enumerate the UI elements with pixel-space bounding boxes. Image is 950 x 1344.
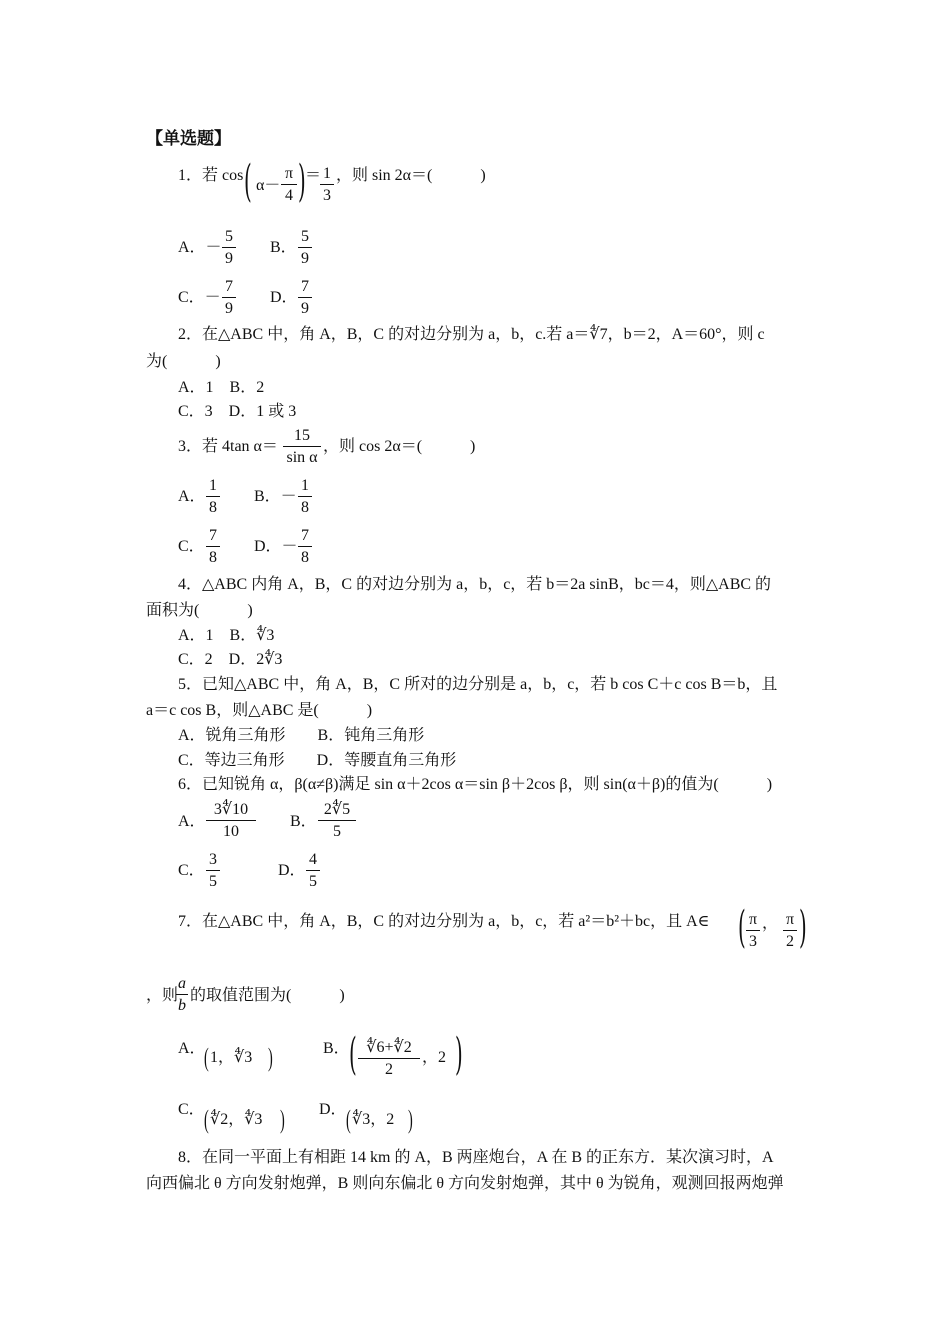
q6-option-a-num: 3∜10 — [213, 801, 249, 818]
q1-option-c-frac — [222, 279, 236, 317]
q1-option-c-label: C．－ — [178, 289, 221, 306]
q7-three: 3 — [749, 933, 757, 950]
q3-tail: ，则 cos 2α＝( ) — [323, 438, 476, 455]
q3-option-d-frac — [298, 528, 312, 566]
q6-option-a-label: A． — [178, 813, 206, 830]
q4-line-2: 面积为( ) — [146, 602, 253, 619]
q3-option-a-den: 8 — [209, 499, 217, 516]
q7-option-c-label: C． — [178, 1101, 205, 1118]
q2-options-ab: A．1 B．2 — [178, 379, 265, 396]
q3-option-b-label: B．－ — [254, 488, 297, 505]
section-title: 【单选题】 — [146, 129, 231, 149]
q3-option-c-label: C． — [178, 538, 205, 555]
q6-option-b-num: 2∜5 — [323, 801, 351, 818]
q1-alpha: α－ — [256, 177, 281, 194]
q1-three: 3 — [323, 187, 331, 204]
q7-option-d-left-paren: ( — [346, 1105, 351, 1134]
q7-option-a-left-paren: ( — [204, 1043, 209, 1072]
q1-option-b-frac — [298, 229, 312, 267]
q1-option-c-num: 7 — [225, 278, 233, 295]
q1-equals: ＝ — [305, 167, 322, 184]
q3-option-d-den: 8 — [301, 549, 309, 566]
q7-option-b-num: ∜6+∜2 — [366, 1039, 412, 1056]
q6-option-d-frac — [306, 852, 320, 890]
q7-pi-over-3 — [746, 912, 760, 950]
q3-numerator: 15 — [294, 427, 310, 444]
q7-option-a-right-paren: ) — [268, 1043, 273, 1072]
q1-pi-over-4 — [281, 166, 297, 204]
q7-option-c-right-paren: ) — [280, 1105, 285, 1134]
q7-a-over-b — [176, 976, 188, 1014]
q1-option-a-frac — [222, 229, 236, 267]
q6-option-d-den: 5 — [309, 873, 317, 890]
q7-option-b-label: B． — [323, 1040, 350, 1057]
q3-option-b-den: 8 — [301, 499, 309, 516]
q1-prefix: 1．若 cos — [178, 167, 244, 184]
q3-option-b-num: 1 — [301, 477, 309, 494]
q3-option-c-frac — [206, 528, 220, 566]
q7-option-b-right-paren: ) — [455, 1029, 463, 1080]
q6-option-b-frac — [318, 802, 356, 840]
q7-option-a-label: A． — [178, 1040, 206, 1057]
q6-line-1: 6．已知锐角 α，β(α≠β)满足 sin α＋2cos α＝sin β＋2cos β，则 sin(α＋β)的值为( ) — [178, 776, 773, 793]
q7-option-b-left-paren: ( — [349, 1029, 357, 1080]
q1-option-b-num: 5 — [301, 228, 309, 245]
q6-option-b-den: 5 — [333, 823, 341, 840]
q1-option-a-num: 5 — [225, 228, 233, 245]
q7-option-c-value: ∜2，∜3 — [210, 1111, 263, 1128]
q7-option-d-label: D． — [319, 1101, 347, 1118]
q1-option-c-den: 9 — [225, 300, 233, 317]
q1-option-a-den: 9 — [225, 250, 233, 267]
q1-tail: ，则 sin 2α＝( ) — [336, 167, 486, 184]
q2-line-2: 为( ) — [146, 353, 221, 370]
q1-option-d-num: 7 — [301, 278, 309, 295]
q6-option-c-den: 5 — [209, 873, 217, 890]
q4-line-1: 4．△ABC 内角 A，B，C 的对边分别为 a，b，c，若 b＝2a sinB，bc＝4，则△ABC 的 — [178, 576, 772, 593]
q3-option-b-frac — [298, 478, 312, 516]
q3-option-a-frac — [206, 478, 220, 516]
q3-denominator: sin α — [286, 449, 318, 466]
q1-option-b-den: 9 — [301, 250, 309, 267]
q7-a: a — [178, 975, 186, 992]
q7-option-b-tail: ，2 — [422, 1049, 447, 1066]
q7-option-d-right-paren: ) — [408, 1105, 413, 1134]
q7-line-2-tail: 的取值范围为( ) — [190, 987, 345, 1004]
q7-line-2-prefix: ，则 — [146, 987, 179, 1004]
q1-option-a-label: A．－ — [178, 239, 222, 256]
q8-line-1: 8．在同一平面上有相距 14 km 的 A，B 两座炮台，A 在 B 的正东方．某次演习时，A — [178, 1149, 774, 1166]
q3-option-a-num: 1 — [209, 477, 217, 494]
q2-line-1: 2．在△ABC 中，角 A，B，C 的对边分别为 a，b，c.若 a＝∜7，b＝2，A＝60°，则 c — [178, 326, 765, 343]
q7-comma: ， — [762, 915, 779, 932]
q7-option-a-value: 1，∜3 — [210, 1049, 253, 1066]
q7-left-paren: ( — [738, 902, 746, 953]
q7-right-paren: ) — [799, 902, 807, 953]
q5-options-ab: A．锐角三角形 B．钝角三角形 — [178, 727, 425, 744]
q7-two: 2 — [786, 933, 794, 950]
q8-line-2: 向西偏北 θ 方向发射炮弹，B 则向东偏北 θ 方向发射炮弹，其中 θ 为锐角，观测回报两炮弹 — [146, 1175, 784, 1192]
q1-one-third — [320, 166, 334, 204]
q6-option-c-frac — [206, 852, 220, 890]
q5-line-2: a＝c cos B，则△ABC 是( ) — [146, 702, 373, 719]
q4-options-cd: C．2 D．2∜3 — [178, 651, 283, 668]
q1-four: 4 — [285, 187, 293, 204]
q7-option-b-den: 2 — [385, 1061, 393, 1078]
q6-option-d-label: D． — [278, 862, 306, 879]
q1-option-d-label: D． — [270, 289, 298, 306]
q6-option-d-num: 4 — [309, 851, 317, 868]
q4-options-ab: A．1 B．∜3 — [178, 627, 275, 644]
q1-right-paren: ) — [298, 156, 306, 207]
q1-one: 1 — [323, 165, 331, 182]
q3-option-a-label: A． — [178, 488, 206, 505]
q3-option-c-den: 8 — [209, 549, 217, 566]
q5-options-cd: C．等边三角形 D．等腰直角三角形 — [178, 752, 457, 769]
q7-line-1: 7．在△ABC 中，角 A，B，C 的对边分别为 a，b，c，若 a²＝b²＋bc，且 A∈ — [178, 913, 710, 930]
q3-fraction — [283, 428, 321, 466]
q5-line-1: 5．已知△ABC 中，角 A，B，C 所对的边分别是 a，b，c，若 b cos C＋c cos B＝b，且 — [178, 676, 778, 693]
q7-pi-over-2 — [783, 912, 797, 950]
q3-option-d-num: 7 — [301, 527, 309, 544]
q1-option-d-frac — [298, 279, 312, 317]
q7-option-d-value: ∜3，2 — [352, 1111, 395, 1128]
q1-left-paren: ( — [244, 156, 252, 207]
q1-option-b-label: B． — [270, 239, 297, 256]
q6-option-c-label: C． — [178, 862, 205, 879]
q1-pi: π — [284, 165, 294, 182]
q7-b: b — [178, 997, 186, 1014]
q6-option-c-num: 3 — [209, 851, 217, 868]
q3-option-d-label: D．－ — [254, 538, 298, 555]
q3-prefix: 3．若 4tan α＝ — [178, 438, 278, 455]
q7-option-c-left-paren: ( — [204, 1105, 209, 1134]
q7-option-b-frac — [358, 1040, 420, 1078]
q7-pi-1: π — [748, 911, 758, 928]
q6-option-a-frac — [206, 802, 256, 840]
q2-options-cd: C．3 D．1 或 3 — [178, 403, 297, 420]
q7-pi-2: π — [785, 911, 795, 928]
q3-option-c-num: 7 — [209, 527, 217, 544]
q1-option-d-den: 9 — [301, 300, 309, 317]
q6-option-a-den: 10 — [223, 823, 239, 840]
q6-option-b-label: B． — [290, 813, 317, 830]
